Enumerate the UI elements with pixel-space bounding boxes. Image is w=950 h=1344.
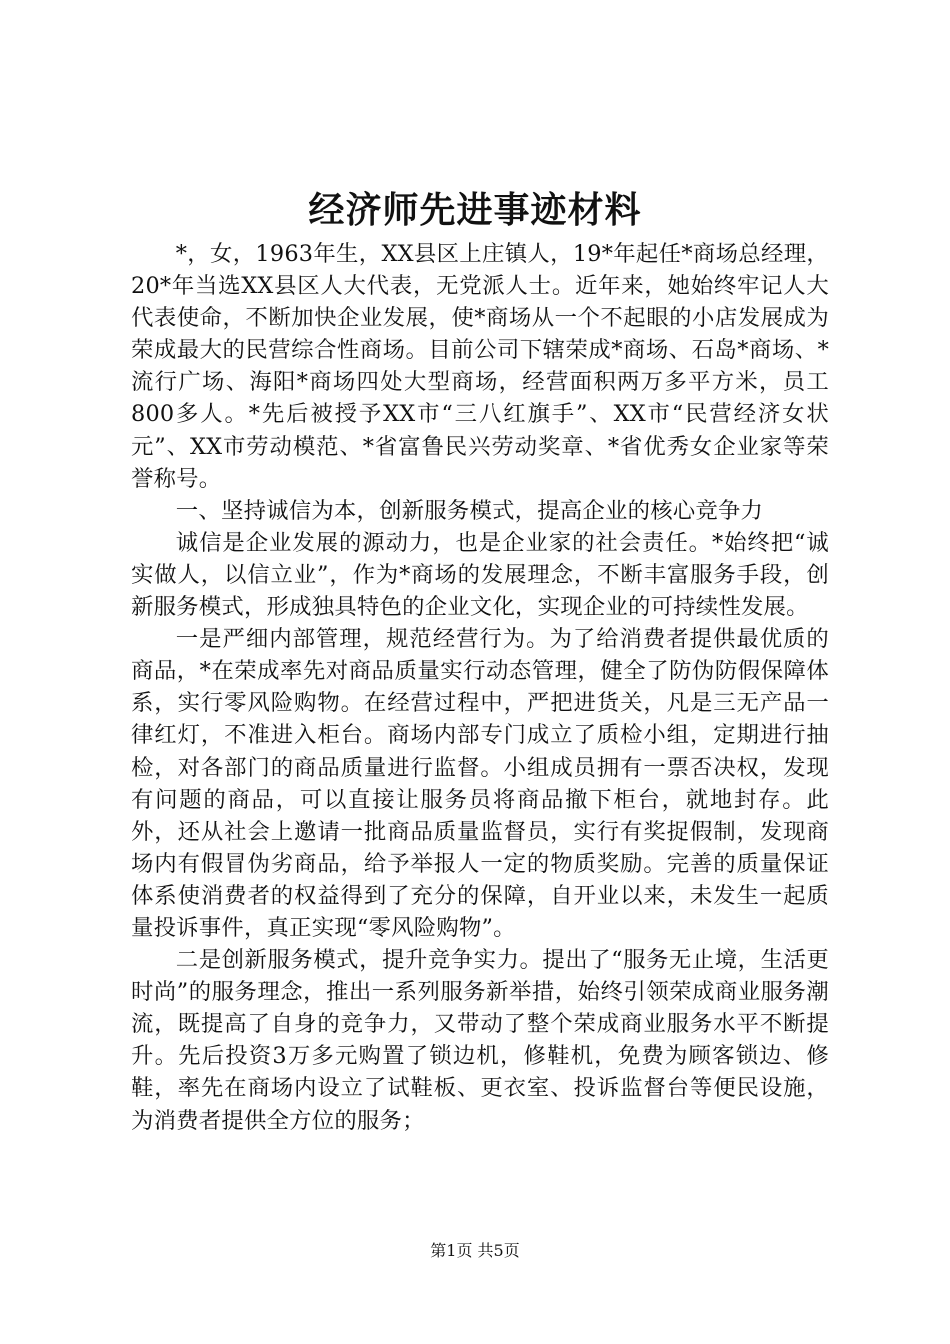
- section-heading: 一、坚持诚信为本，创新服务模式，提高企业的核心竞争力: [175, 497, 764, 524]
- body-paragraph: 一是严细内部管理，规范经营行为。为了给消费者提供最优质的商品，*在荣成率先对商品质量实行动态管理，健全了防伪防假保障体系，实行零风险购物。在经营过程中，严把进货关，凡是三无产品一律红灯，不准进入柜台。商场内部专门成立了质检小组，定期进行抽检，对各部门的商品质量进行监督。小组成员拥有一票否决权，发现有问题的商品，可以直接让服务员将商品撤下柜台，就地封存。此外，还从社会上邀请一批商品质量监督员，实行有奖捉假制，发现商场内有假冒伪劣商品，给予举报人一定的物质奖励。完善的质量保证体系使消费者的权益得到了充分的保障，自开业以来，未发生一起质量投诉事件，真正实现“零风险购物”。: [131, 626, 829, 941]
- body-paragraph: 诚信是企业发展的源动力，也是企业家的社会责任。*始终把“诚实做人，以信立业”，作为*商场的发展理念，不断丰富服务手段，创新服务模式，形成独具特色的企业文化，实现企业的可持续性发展。: [131, 529, 829, 621]
- intro-paragraph: *，女，1963年生，XX县区上庄镇人，19*年起任*商场总经理，20*年当选XX县区人大代表，无党派人士。近年来，她始终牢记人大代表使命，不断加快企业发展，使*商场从一个不起眼的小店发展成为荣成最大的民营综合性商场。目前公司下辖荣成*商场、石岛*商场、*流行广场、海阳*商场四处大型商场，经营面积两万多平方米，员工800多人。*先后被授予XX市“三八红旗手”、XX市“民营经济女状元”、XX市劳动模范、*省富鲁民兴劳动奖章、*省优秀女企业家等荣誉称号。: [131, 241, 829, 492]
- page-footer: 第1页 共5页: [430, 1241, 520, 1260]
- body-paragraph: 二是创新服务模式，提升竞争实力。提出了“服务无止境，生活更时尚”的服务理念，推出一系列服务新举措，始终引领荣成商业服务潮流，既提高了自身的竞争力，又带动了整个荣成商业服务水平不断提升。先后投资3万多元购置了锁边机，修鞋机，免费为顾客锁边、修鞋，率先在商场内设立了试鞋板、更衣室、投诉监督台等便民设施，为消费者提供全方位的服务；: [131, 947, 829, 1134]
- document-title: 经济师先进事迹材料: [308, 189, 642, 231]
- document-body: [131, 238, 829, 1137]
